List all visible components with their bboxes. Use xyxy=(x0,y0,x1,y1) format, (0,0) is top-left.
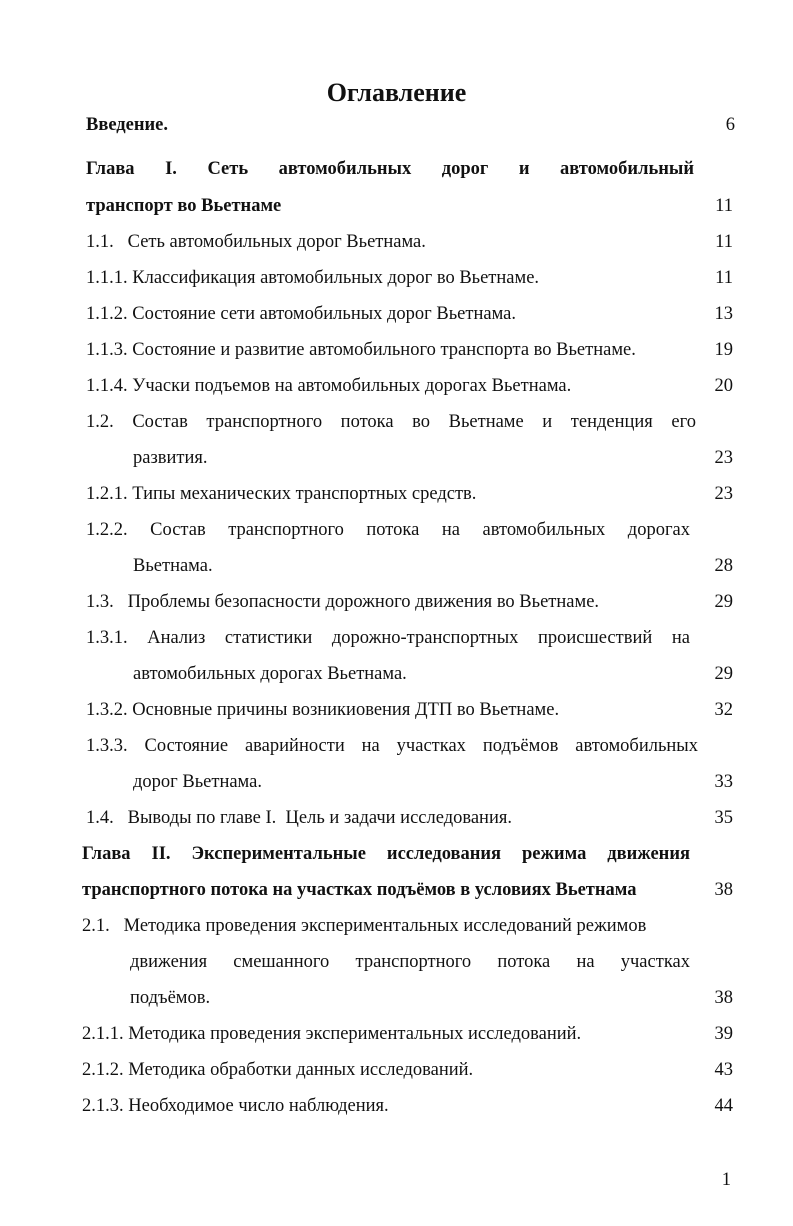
toc-entry-2-1-line-2: движения смешанного транспортного потока на участках xyxy=(130,952,690,972)
toc-page-2-1-3: 44 xyxy=(714,1096,733,1116)
toc-page-introduction: 6 xyxy=(725,115,735,135)
toc-entry-1-3: 1.3. Проблемы безопасности дорожного движения во Вьетнаме. xyxy=(86,592,600,612)
footer-page-number: 1 xyxy=(721,1170,731,1190)
toc-entry-2-1-line-1: 2.1. Методика проведения экспериментальных исследований режимов xyxy=(82,916,647,936)
toc-entry-1-3-2: 1.3.2. Основные причины возникиовения ДТП во Вьетнаме. xyxy=(86,700,560,720)
toc-page-chapter-2: 38 xyxy=(714,880,733,900)
toc-entry-1-2-2-line-1: 1.2.2. Состав транспортного потока на автомобильных дорогах xyxy=(86,520,690,540)
toc-entry-2-1-1: 2.1.1. Методика проведения экспериментальных исследований. xyxy=(82,1024,582,1044)
toc-page-1-3-3: 33 xyxy=(714,772,733,792)
toc-entry-chapter-1-line-1: Глава I. Сеть автомобильных дорог и автомобильный xyxy=(86,159,694,179)
toc-page-1-1: 11 xyxy=(715,232,733,252)
toc-entry-1-1-2: 1.1.2. Состояние сети автомобильных дорог Вьетнама. xyxy=(86,304,516,324)
toc-entry-1-2-1: 1.2.1. Типы механических транспортных средств. xyxy=(86,484,477,504)
toc-entry-1-2-2-line-2: Вьетнама. xyxy=(133,556,213,576)
toc-entry-chapter-1-line-2: транспорт во Вьетнаме xyxy=(86,196,282,216)
toc-entry-2-1-3: 2.1.3. Необходимое число наблюдения. xyxy=(82,1096,389,1116)
toc-page-2-1: 38 xyxy=(714,988,733,1008)
toc-page-1-1-2: 13 xyxy=(714,304,733,324)
toc-page-1-1-4: 20 xyxy=(714,376,733,396)
toc-entry-1-1-4: 1.1.4. Учаски подъемов на автомобильных дорогах Вьетнама. xyxy=(86,376,572,396)
toc-page-1-3-2: 32 xyxy=(714,700,733,720)
toc-page-2-1-1: 39 xyxy=(714,1024,733,1044)
toc-page-1-3: 29 xyxy=(714,592,733,612)
toc-page-1-3-1: 29 xyxy=(714,664,733,684)
toc-entry-chapter-2-line-1: Глава II. Экспериментальные исследования режима движения xyxy=(82,844,690,864)
toc-page-2-1-2: 43 xyxy=(714,1060,733,1080)
toc-entry-1-2-line-1: 1.2. Состав транспортного потока во Вьетнаме и тенденция его xyxy=(86,412,696,432)
toc-entry-introduction: Введение. xyxy=(86,115,169,135)
toc-entry-1-4: 1.4. Выводы по главе I. Цель и задачи исследования. xyxy=(86,808,512,828)
toc-entry-chapter-2-line-2: транспортного потока на участках подъёмов в условиях Вьетнама xyxy=(82,880,637,900)
toc-entry-1-3-3-line-2: дорог Вьетнама. xyxy=(133,772,262,792)
toc-entry-1-1-3: 1.1.3. Состояние и развитие автомобильного транспорта во Вьетнаме. xyxy=(86,340,636,360)
toc-entry-1-1: 1.1. Сеть автомобильных дорог Вьетнама. xyxy=(86,232,426,252)
toc-entry-1-3-1-line-2: автомобильных дорогах Вьетнама. xyxy=(133,664,407,684)
toc-page-1-4: 35 xyxy=(714,808,733,828)
toc-page-1-2: 23 xyxy=(714,448,733,468)
toc-page-1-1-3: 19 xyxy=(714,340,733,360)
toc-entry-1-3-3-line-1: 1.3.3. Состояние аварийности на участках подъёмов автомобильных xyxy=(86,736,698,756)
toc-page-chapter-1: 11 xyxy=(715,196,733,216)
toc-entry-1-2-line-2: развития. xyxy=(133,448,208,468)
page-title: Оглавление xyxy=(326,78,467,107)
toc-page-1-2-1: 23 xyxy=(714,484,733,504)
toc-entry-2-1-line-3: подъёмов. xyxy=(130,988,211,1008)
toc-entry-1-1-1: 1.1.1. Классификация автомобильных дорог во Вьетнаме. xyxy=(86,268,540,288)
toc-page-1-2-2: 28 xyxy=(714,556,733,576)
toc-entry-1-3-1-line-1: 1.3.1. Анализ статистики дорожно-транспортных происшествий на xyxy=(86,628,690,648)
toc-page-1-1-1: 11 xyxy=(715,268,733,288)
toc-entry-2-1-2: 2.1.2. Методика обработки данных исследований. xyxy=(82,1060,474,1080)
